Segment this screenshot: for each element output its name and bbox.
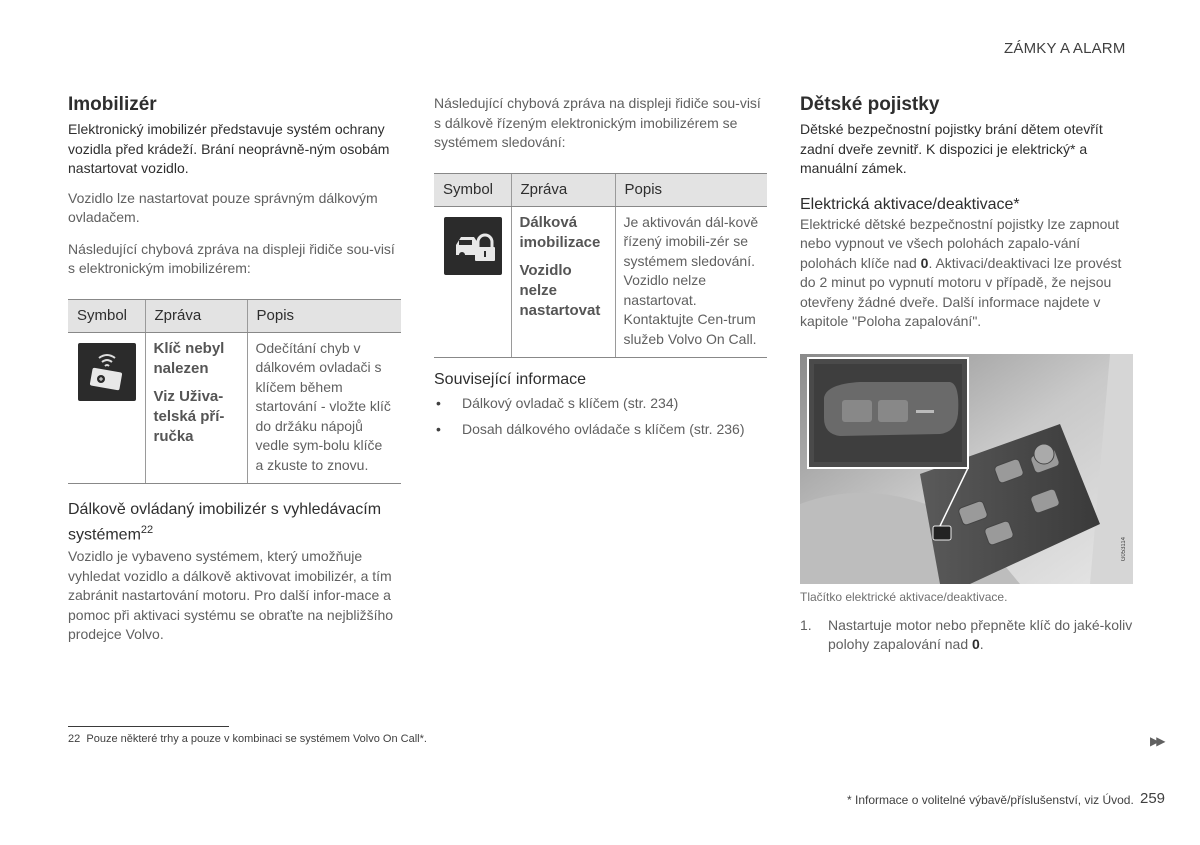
related-link[interactable]: • Dálkový ovladač s klíčem (str. 234) (434, 394, 767, 414)
message-cell (511, 206, 615, 358)
next-page-icon[interactable]: ▶▶ (1150, 734, 1163, 748)
related-info-title: Související informace (434, 371, 587, 388)
footnote-ref[interactable]: 22 (140, 524, 154, 536)
section-header: ZÁMKY A ALARM (1004, 40, 1126, 57)
column-right (800, 90, 1133, 655)
footnote-text: Pouze některé trhy a pouze v kombinaci se systémem Volvo On Call*. (86, 733, 427, 745)
lead-paragraph: Elektronický imobilizér představuje systém ochrany vozidla před krádeží. Brání neoprávně-ným osobám nastartovat vozidlo. (68, 121, 390, 176)
footnote (68, 733, 427, 745)
key-fob-icon (78, 343, 136, 401)
lead-paragraph: Dětské bezpečnostní pojistky brání dětem otevřít zadní dveře zevnitř. K dispozici je elektrický* a manuální zámek. (800, 121, 1103, 176)
description-text: Odečítání chyb v dálkovém ovladači s klíčem během startování - vložte klíč do držáku nápojů vedle sym-bolu klíče a zkuste to znovu. (255, 339, 391, 473)
car-lock-icon (444, 217, 502, 275)
text-run: . Aktivaci/deaktivaci lze provést do 2 minut po vypnutí motoru v případě, že nejsou otevřeny žádné dveře. Další informace najdete v kapitole "Poloha zapalování". (800, 254, 1122, 329)
paragraph: Následující chybová zpráva na displeji řidiče sou-visí s dálkově řízeným elektronickým imobilizérem se systémem sledování: (434, 95, 761, 150)
footnote-divider (68, 726, 229, 727)
subsection-title: Elektrická aktivace/deaktivace* (800, 195, 1020, 213)
table-header: Symbol (434, 173, 511, 206)
text-run: Elektrické dětské bezpečnostní pojistky lze zapnout nebo vypnout ve všech polohách zapalo-vání polohách klíče nad (800, 215, 1120, 271)
text-run: . (979, 636, 984, 652)
subsection-title-text: Dálkově ovládaný imobilizér s vyhledávacím systémem (68, 501, 382, 544)
key-position: 0 (920, 254, 929, 271)
description-cell (615, 206, 767, 358)
table-header: Zpráva (511, 173, 615, 206)
page-number: 259 (1140, 790, 1166, 807)
column-left (68, 90, 401, 645)
table-header: Zpráva (145, 299, 247, 332)
section-title-child-locks: Dětské pojistky (800, 94, 940, 115)
section-title-imobilizer: Imobilizér (68, 94, 157, 115)
image-caption: Tlačítko elektrické aktivace/deaktivace. (800, 589, 1008, 604)
related-list (434, 394, 767, 439)
table-header: Popis (615, 173, 767, 206)
paragraph: Vozidlo lze nastartovat pouze správným dálkovým ovladačem. (68, 189, 378, 225)
symbol-cell (434, 206, 511, 358)
message-text: Vozidlo nelze nastartovat (519, 261, 601, 319)
message-text: Dálková imobilizace (519, 213, 601, 251)
subsection-title (68, 500, 401, 545)
footnote-number: 22 (68, 733, 81, 745)
description-text: Je aktivován dál-kově řízený imobili-zér se systémem sledování. Vozidlo nelze nastartovat. Kontaktujte Cen-trum služeb Volvo On Call. (623, 213, 759, 347)
list-item (800, 616, 1133, 655)
key-position: 0 (972, 636, 980, 652)
step-number: 1. (800, 616, 812, 633)
related-link[interactable]: • Dosah dálkového ovládače s klíčem (str. 236) (434, 420, 767, 440)
optional-equipment-note: * Informace o volitelné výbavě/příslušenství, viz Úvod. (847, 793, 1134, 807)
paragraph: Vozidlo je vybaveno systémem, který umožňuje vyhledat vozidlo a dálkově aktivovat imobilizér, a tím zabránit nastartování motoru. Pro další infor-mace a pomoc při aktivaci systému se obraťte na nejbližšího prodejce Volvo. (68, 548, 394, 643)
paragraph (800, 215, 1133, 332)
message-table (434, 173, 767, 359)
text-run: Nastartuje motor nebo přepněte klíč do jaké-koliv polohy zapalování nad (828, 616, 1133, 652)
paragraph: Následující chybová zpráva na displeji řidiče sou-visí s elektronickým imobilizérem: (68, 240, 395, 276)
table-row (68, 332, 401, 484)
table-header: Popis (247, 299, 401, 332)
symbol-cell (68, 332, 145, 484)
table-header: Symbol (68, 299, 145, 332)
table-row (434, 206, 767, 358)
image-code: G053114 (1121, 537, 1127, 562)
description-cell (247, 332, 401, 484)
message-text: Viz Uživa-telská pří-ručka (153, 387, 225, 445)
message-cell (145, 332, 247, 484)
door-panel-photo (800, 354, 1133, 584)
message-table (68, 299, 401, 485)
message-text: Klíč nebyl nalezen (153, 339, 225, 377)
steps-list (800, 616, 1133, 655)
column-middle (434, 94, 767, 445)
